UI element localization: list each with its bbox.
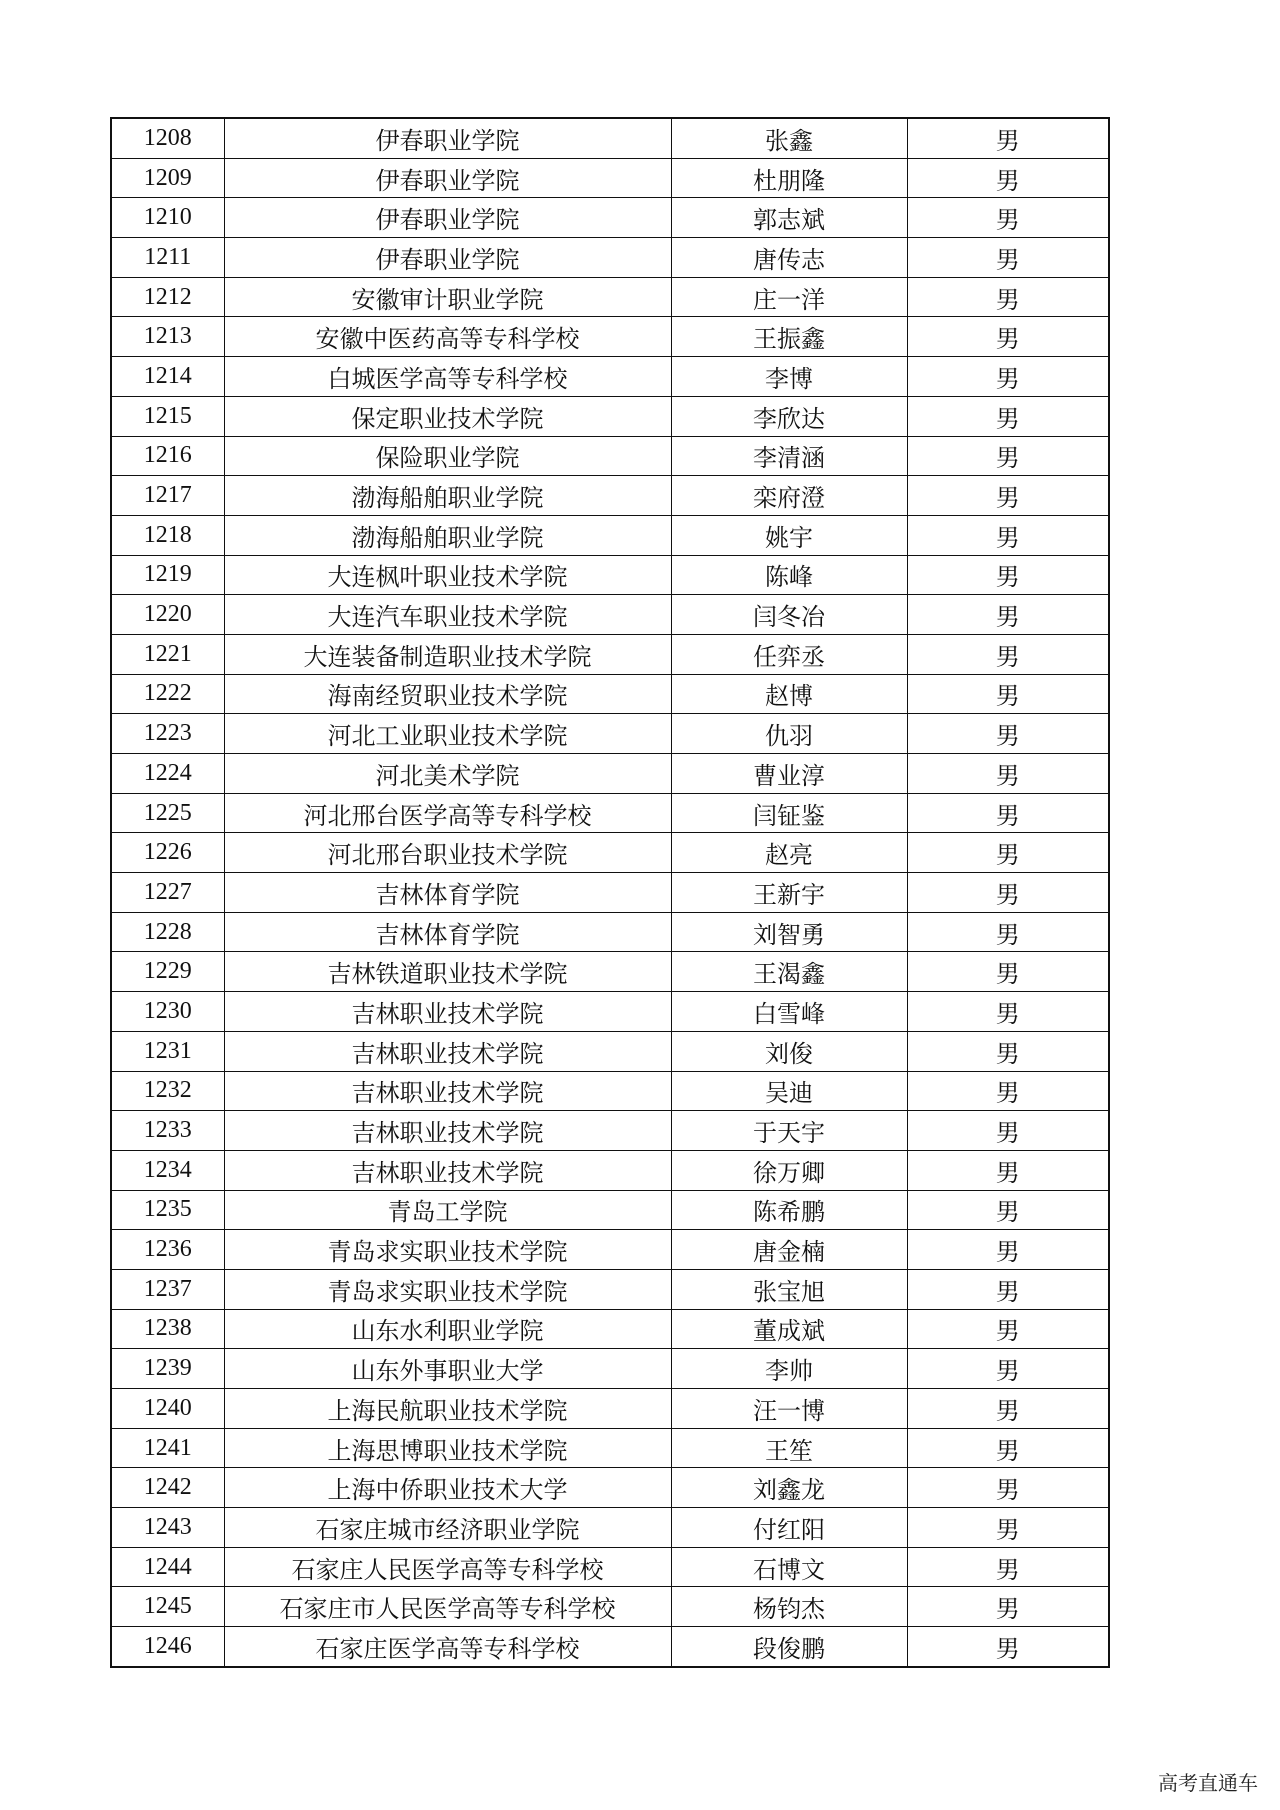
table-row bbox=[111, 277, 1109, 317]
student-name: 刘鑫龙 bbox=[671, 1468, 907, 1508]
student-name: 张宝旭 bbox=[671, 1269, 907, 1309]
table-row bbox=[111, 754, 1109, 794]
gender: 男 bbox=[907, 1587, 1109, 1627]
table-row bbox=[111, 793, 1109, 833]
student-name: 姚宇 bbox=[671, 515, 907, 555]
gender: 男 bbox=[907, 1150, 1109, 1190]
gender: 男 bbox=[907, 436, 1109, 476]
gender: 男 bbox=[907, 396, 1109, 436]
row-number: 1245 bbox=[111, 1587, 224, 1627]
student-name: 张鑫 bbox=[671, 118, 907, 158]
gender: 男 bbox=[907, 476, 1109, 516]
table-row bbox=[111, 396, 1109, 436]
table-row bbox=[111, 1587, 1109, 1627]
school-name: 安徽中医药高等专科学校 bbox=[224, 317, 671, 357]
student-name: 王新宇 bbox=[671, 873, 907, 913]
student-name: 徐万卿 bbox=[671, 1150, 907, 1190]
table-row bbox=[111, 634, 1109, 674]
school-name: 石家庄人民医学高等专科学校 bbox=[224, 1547, 671, 1587]
gender: 男 bbox=[907, 634, 1109, 674]
student-name: 杨钧杰 bbox=[671, 1587, 907, 1627]
table-row bbox=[111, 158, 1109, 198]
school-name: 河北美术学院 bbox=[224, 754, 671, 794]
student-name: 于天宇 bbox=[671, 1111, 907, 1151]
gender: 男 bbox=[907, 1269, 1109, 1309]
school-name: 山东水利职业学院 bbox=[224, 1309, 671, 1349]
gender: 男 bbox=[907, 833, 1109, 873]
row-number: 1214 bbox=[111, 357, 224, 397]
school-name: 安徽审计职业学院 bbox=[224, 277, 671, 317]
table-row bbox=[111, 1111, 1109, 1151]
student-name: 赵亮 bbox=[671, 833, 907, 873]
row-number: 1239 bbox=[111, 1349, 224, 1389]
table-row bbox=[111, 1269, 1109, 1309]
school-name: 上海中侨职业技术大学 bbox=[224, 1468, 671, 1508]
student-name: 杜朋隆 bbox=[671, 158, 907, 198]
school-name: 吉林职业技术学院 bbox=[224, 1031, 671, 1071]
student-name: 任弈丞 bbox=[671, 634, 907, 674]
row-number: 1225 bbox=[111, 793, 224, 833]
school-name: 保定职业技术学院 bbox=[224, 396, 671, 436]
gender: 男 bbox=[907, 1190, 1109, 1230]
gender: 男 bbox=[907, 1547, 1109, 1587]
school-name: 石家庄医学高等专科学校 bbox=[224, 1627, 671, 1667]
school-name: 大连汽车职业技术学院 bbox=[224, 595, 671, 635]
gender: 男 bbox=[907, 277, 1109, 317]
gender: 男 bbox=[907, 1071, 1109, 1111]
gender: 男 bbox=[907, 1508, 1109, 1548]
gender: 男 bbox=[907, 1230, 1109, 1270]
student-name: 董成斌 bbox=[671, 1309, 907, 1349]
table-row bbox=[111, 1071, 1109, 1111]
student-name: 李博 bbox=[671, 357, 907, 397]
row-number: 1241 bbox=[111, 1428, 224, 1468]
student-name: 王笙 bbox=[671, 1428, 907, 1468]
school-name: 吉林体育学院 bbox=[224, 873, 671, 913]
school-name: 河北邢台医学高等专科学校 bbox=[224, 793, 671, 833]
row-number: 1220 bbox=[111, 595, 224, 635]
roster-body bbox=[111, 118, 1109, 1667]
row-number: 1224 bbox=[111, 754, 224, 794]
gender: 男 bbox=[907, 1111, 1109, 1151]
gender: 男 bbox=[907, 238, 1109, 278]
gender: 男 bbox=[907, 357, 1109, 397]
table-row bbox=[111, 1468, 1109, 1508]
row-number: 1226 bbox=[111, 833, 224, 873]
student-name: 唐传志 bbox=[671, 238, 907, 278]
school-name: 保险职业学院 bbox=[224, 436, 671, 476]
school-name: 渤海船舶职业学院 bbox=[224, 515, 671, 555]
table-row bbox=[111, 1389, 1109, 1429]
table-row bbox=[111, 515, 1109, 555]
gender: 男 bbox=[907, 595, 1109, 635]
school-name: 伊春职业学院 bbox=[224, 118, 671, 158]
gender: 男 bbox=[907, 793, 1109, 833]
student-name: 王振鑫 bbox=[671, 317, 907, 357]
row-number: 1238 bbox=[111, 1309, 224, 1349]
row-number: 1227 bbox=[111, 873, 224, 913]
table-row bbox=[111, 674, 1109, 714]
gender: 男 bbox=[907, 1309, 1109, 1349]
gender: 男 bbox=[907, 158, 1109, 198]
row-number: 1232 bbox=[111, 1071, 224, 1111]
gender: 男 bbox=[907, 1031, 1109, 1071]
row-number: 1236 bbox=[111, 1230, 224, 1270]
row-number: 1229 bbox=[111, 952, 224, 992]
table-row bbox=[111, 1547, 1109, 1587]
table-row bbox=[111, 1230, 1109, 1270]
school-name: 青岛求实职业技术学院 bbox=[224, 1230, 671, 1270]
student-name: 闫冬冶 bbox=[671, 595, 907, 635]
school-name: 上海思博职业技术学院 bbox=[224, 1428, 671, 1468]
student-name: 吴迪 bbox=[671, 1071, 907, 1111]
school-name: 吉林体育学院 bbox=[224, 912, 671, 952]
table-row bbox=[111, 238, 1109, 278]
student-name: 陈峰 bbox=[671, 555, 907, 595]
table-row bbox=[111, 555, 1109, 595]
school-name: 吉林职业技术学院 bbox=[224, 1111, 671, 1151]
row-number: 1218 bbox=[111, 515, 224, 555]
row-number: 1237 bbox=[111, 1269, 224, 1309]
gender: 男 bbox=[907, 1468, 1109, 1508]
table-row bbox=[111, 1190, 1109, 1230]
school-name: 石家庄市人民医学高等专科学校 bbox=[224, 1587, 671, 1627]
gender: 男 bbox=[907, 952, 1109, 992]
row-number: 1240 bbox=[111, 1389, 224, 1429]
row-number: 1235 bbox=[111, 1190, 224, 1230]
student-name: 白雪峰 bbox=[671, 992, 907, 1032]
row-number: 1223 bbox=[111, 714, 224, 754]
gender: 男 bbox=[907, 1428, 1109, 1468]
row-number: 1246 bbox=[111, 1627, 224, 1667]
table-row bbox=[111, 873, 1109, 913]
table-row bbox=[111, 476, 1109, 516]
roster-table bbox=[110, 117, 1110, 1668]
school-name: 吉林职业技术学院 bbox=[224, 1150, 671, 1190]
row-number: 1244 bbox=[111, 1547, 224, 1587]
gender: 男 bbox=[907, 198, 1109, 238]
row-number: 1242 bbox=[111, 1468, 224, 1508]
school-name: 大连枫叶职业技术学院 bbox=[224, 555, 671, 595]
row-number: 1222 bbox=[111, 674, 224, 714]
school-name: 青岛求实职业技术学院 bbox=[224, 1269, 671, 1309]
table-row bbox=[111, 1031, 1109, 1071]
school-name: 河北邢台职业技术学院 bbox=[224, 833, 671, 873]
school-name: 青岛工学院 bbox=[224, 1190, 671, 1230]
table-row bbox=[111, 436, 1109, 476]
school-name: 白城医学高等专科学校 bbox=[224, 357, 671, 397]
school-name: 上海民航职业技术学院 bbox=[224, 1389, 671, 1429]
row-number: 1215 bbox=[111, 396, 224, 436]
table-row bbox=[111, 1309, 1109, 1349]
row-number: 1212 bbox=[111, 277, 224, 317]
table-row bbox=[111, 357, 1109, 397]
row-number: 1221 bbox=[111, 634, 224, 674]
school-name: 吉林职业技术学院 bbox=[224, 992, 671, 1032]
gender: 男 bbox=[907, 317, 1109, 357]
gender: 男 bbox=[907, 1349, 1109, 1389]
row-number: 1243 bbox=[111, 1508, 224, 1548]
row-number: 1216 bbox=[111, 436, 224, 476]
table-row bbox=[111, 1508, 1109, 1548]
student-name: 石博文 bbox=[671, 1547, 907, 1587]
row-number: 1234 bbox=[111, 1150, 224, 1190]
table-row bbox=[111, 714, 1109, 754]
school-name: 海南经贸职业技术学院 bbox=[224, 674, 671, 714]
school-name: 河北工业职业技术学院 bbox=[224, 714, 671, 754]
row-number: 1209 bbox=[111, 158, 224, 198]
gender: 男 bbox=[907, 555, 1109, 595]
table-row bbox=[111, 317, 1109, 357]
gender: 男 bbox=[907, 674, 1109, 714]
table-row bbox=[111, 912, 1109, 952]
student-name: 李清涵 bbox=[671, 436, 907, 476]
school-name: 山东外事职业大学 bbox=[224, 1349, 671, 1389]
student-name: 郭志斌 bbox=[671, 198, 907, 238]
student-name: 刘智勇 bbox=[671, 912, 907, 952]
table-row bbox=[111, 1428, 1109, 1468]
row-number: 1228 bbox=[111, 912, 224, 952]
table-row bbox=[111, 1627, 1109, 1667]
watermark: 高考直通车 bbox=[1158, 1771, 1258, 1795]
row-number: 1233 bbox=[111, 1111, 224, 1151]
school-name: 渤海船舶职业学院 bbox=[224, 476, 671, 516]
student-name: 曹业淳 bbox=[671, 754, 907, 794]
row-number: 1230 bbox=[111, 992, 224, 1032]
gender: 男 bbox=[907, 1389, 1109, 1429]
student-name: 仇羽 bbox=[671, 714, 907, 754]
student-name: 汪一博 bbox=[671, 1389, 907, 1429]
student-name: 陈希鹏 bbox=[671, 1190, 907, 1230]
gender: 男 bbox=[907, 873, 1109, 913]
gender: 男 bbox=[907, 992, 1109, 1032]
student-name: 李帅 bbox=[671, 1349, 907, 1389]
table-row bbox=[111, 1150, 1109, 1190]
row-number: 1217 bbox=[111, 476, 224, 516]
student-name: 庄一洋 bbox=[671, 277, 907, 317]
school-name: 伊春职业学院 bbox=[224, 238, 671, 278]
gender: 男 bbox=[907, 515, 1109, 555]
table-row bbox=[111, 595, 1109, 635]
row-number: 1231 bbox=[111, 1031, 224, 1071]
table-row bbox=[111, 992, 1109, 1032]
student-name: 李欣达 bbox=[671, 396, 907, 436]
school-name: 大连装备制造职业技术学院 bbox=[224, 634, 671, 674]
gender: 男 bbox=[907, 912, 1109, 952]
gender: 男 bbox=[907, 754, 1109, 794]
school-name: 伊春职业学院 bbox=[224, 158, 671, 198]
student-name: 唐金楠 bbox=[671, 1230, 907, 1270]
gender: 男 bbox=[907, 118, 1109, 158]
table-row bbox=[111, 833, 1109, 873]
gender: 男 bbox=[907, 1627, 1109, 1667]
school-name: 吉林职业技术学院 bbox=[224, 1071, 671, 1111]
school-name: 吉林铁道职业技术学院 bbox=[224, 952, 671, 992]
row-number: 1219 bbox=[111, 555, 224, 595]
student-name: 栾府澄 bbox=[671, 476, 907, 516]
table-row bbox=[111, 118, 1109, 158]
student-name: 付红阳 bbox=[671, 1508, 907, 1548]
table-row bbox=[111, 952, 1109, 992]
student-name: 王渴鑫 bbox=[671, 952, 907, 992]
school-name: 伊春职业学院 bbox=[224, 198, 671, 238]
row-number: 1213 bbox=[111, 317, 224, 357]
table-row bbox=[111, 198, 1109, 238]
gender: 男 bbox=[907, 714, 1109, 754]
row-number: 1210 bbox=[111, 198, 224, 238]
student-name: 赵博 bbox=[671, 674, 907, 714]
student-name: 刘俊 bbox=[671, 1031, 907, 1071]
row-number: 1211 bbox=[111, 238, 224, 278]
student-name: 闫钲鉴 bbox=[671, 793, 907, 833]
student-name: 段俊鹏 bbox=[671, 1627, 907, 1667]
table-row bbox=[111, 1349, 1109, 1389]
row-number: 1208 bbox=[111, 118, 224, 158]
school-name: 石家庄城市经济职业学院 bbox=[224, 1508, 671, 1548]
